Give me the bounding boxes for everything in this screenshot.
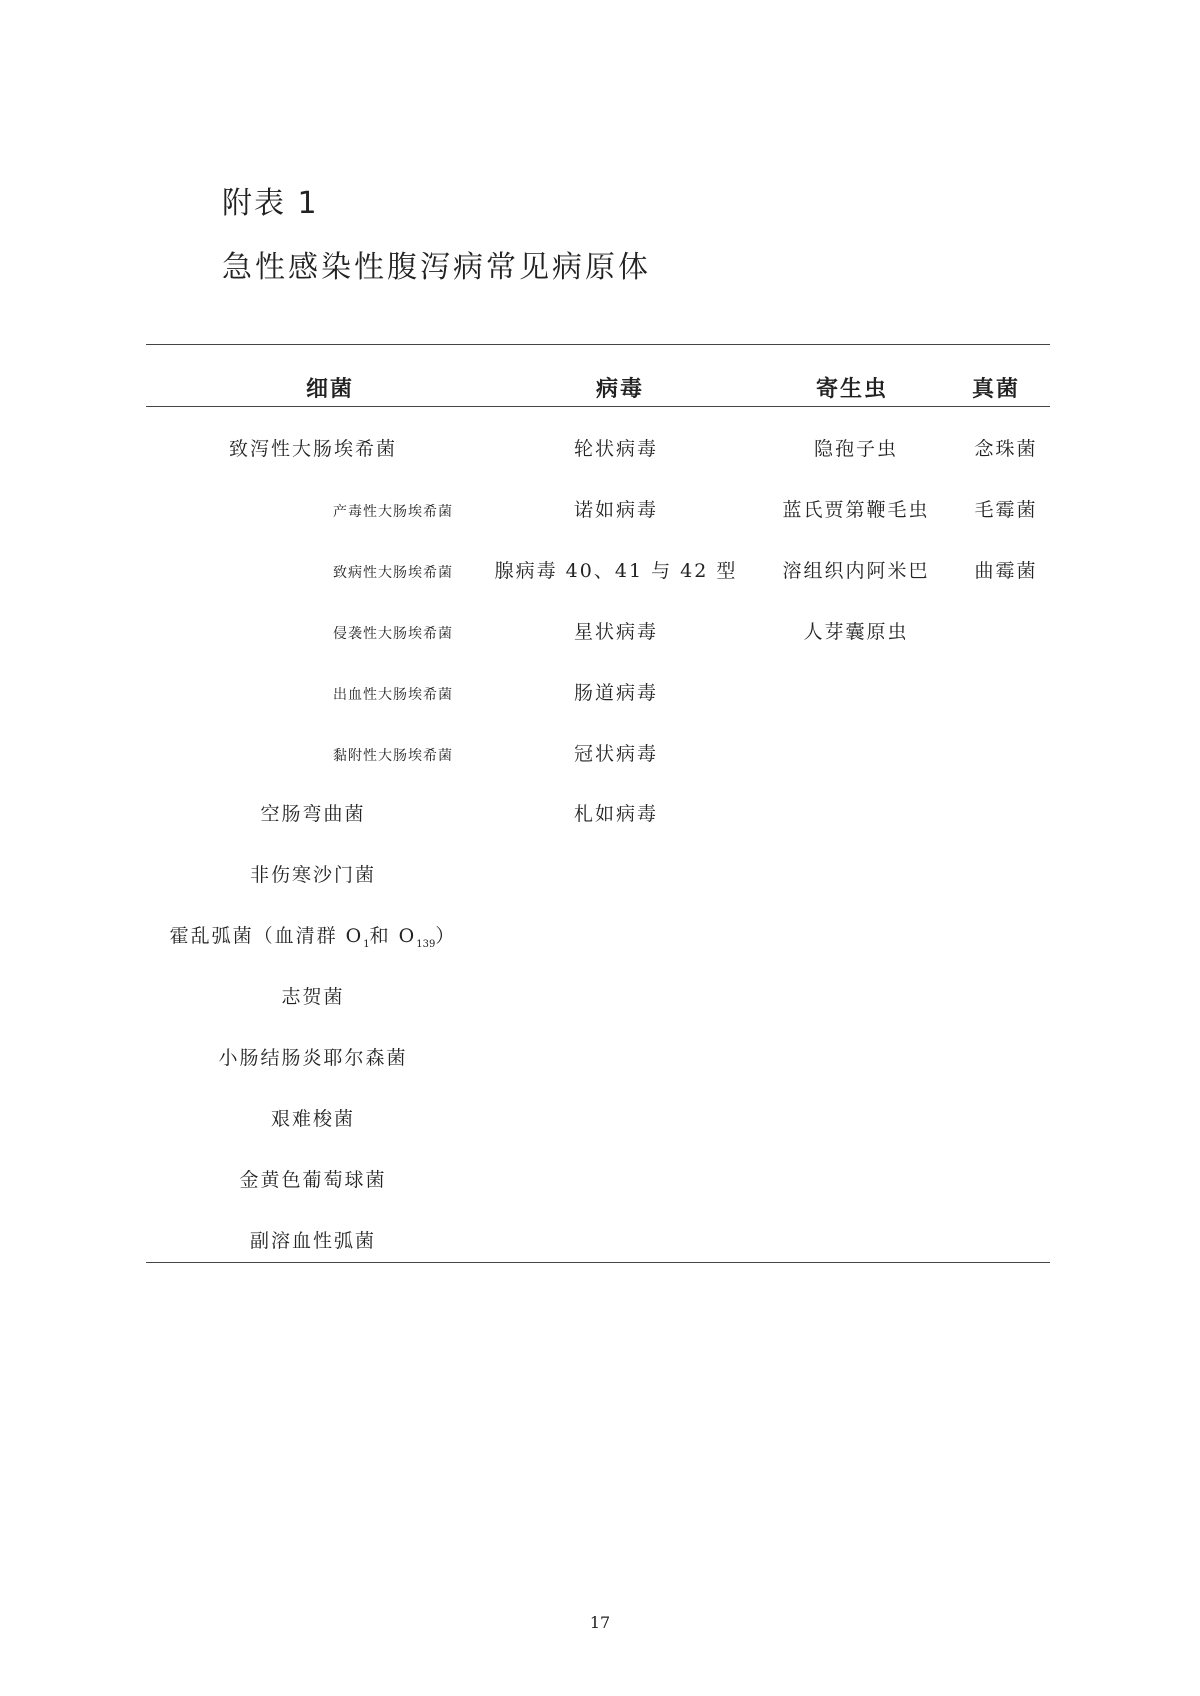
table-header-rule	[146, 406, 1050, 407]
bacteria-cell: 致泻性大肠埃希菌	[228, 438, 397, 460]
bacteria-subtype-cell: 致病性大肠埃希菌	[333, 565, 453, 581]
table-title: 急性感染性腹泻病常见病原体	[222, 250, 651, 285]
fungus-cell: 曲霉菌	[974, 560, 1038, 582]
bacteria-cell: 小肠结肠炎耶尔森菌	[218, 1047, 408, 1069]
vibrio-cholerae-text: 和 O	[369, 925, 417, 947]
bacteria-subtype-cell: 黏附性大肠埃希菌	[333, 748, 453, 764]
vibrio-cholerae-text: ）	[435, 925, 457, 947]
bacteria-cell: 空肠弯曲菌	[260, 803, 366, 825]
header-parasite: 寄生虫	[815, 377, 888, 402]
bacteria-cell: 志贺菌	[281, 986, 345, 1008]
vibrio-cholerae-text: 霍乱弧菌（血清群 O	[169, 925, 364, 947]
header-bacteria: 细菌	[305, 377, 354, 402]
serogroup-subscript: 1	[363, 938, 370, 950]
parasite-cell: 溶组织内阿米巴	[782, 560, 930, 582]
appendix-label: 附表 1	[222, 186, 319, 221]
page-number: 17	[589, 1613, 611, 1632]
parasite-cell: 蓝氏贾第鞭毛虫	[782, 499, 930, 521]
bacteria-subtype-cell: 出血性大肠埃希菌	[333, 687, 453, 703]
bacteria-cell: 副溶血性弧菌	[249, 1230, 376, 1252]
header-fungus: 真菌	[971, 377, 1020, 402]
virus-cell: 星状病毒	[573, 621, 658, 643]
virus-cell: 肠道病毒	[573, 682, 658, 704]
bacteria-subtype-cell: 产毒性大肠埃希菌	[333, 504, 453, 520]
virus-cell: 腺病毒 40、41 与 42 型	[494, 560, 738, 582]
bacteria-cell: 艰难梭菌	[270, 1108, 355, 1130]
bacteria-cell: 非伤寒沙门菌	[249, 864, 376, 886]
parasite-cell: 人芽囊原虫	[803, 621, 909, 643]
fungus-cell: 毛霉菌	[974, 499, 1038, 521]
virus-cell: 冠状病毒	[573, 743, 658, 765]
bacteria-cell: 金黄色葡萄球菌	[239, 1169, 387, 1191]
fungus-cell: 念珠菌	[974, 438, 1038, 460]
virus-cell: 诺如病毒	[573, 499, 658, 521]
virus-cell: 轮状病毒	[573, 438, 658, 460]
serogroup-subscript: 139	[416, 938, 436, 950]
parasite-cell: 隐孢子虫	[813, 438, 898, 460]
bacteria-cell-vibrio-cholerae	[163, 924, 463, 957]
virus-cell: 札如病毒	[573, 803, 658, 825]
table-bottom-rule	[146, 1262, 1050, 1263]
bacteria-subtype-cell: 侵袭性大肠埃希菌	[333, 626, 453, 642]
table-top-rule	[146, 344, 1050, 345]
header-virus: 病毒	[595, 377, 644, 402]
